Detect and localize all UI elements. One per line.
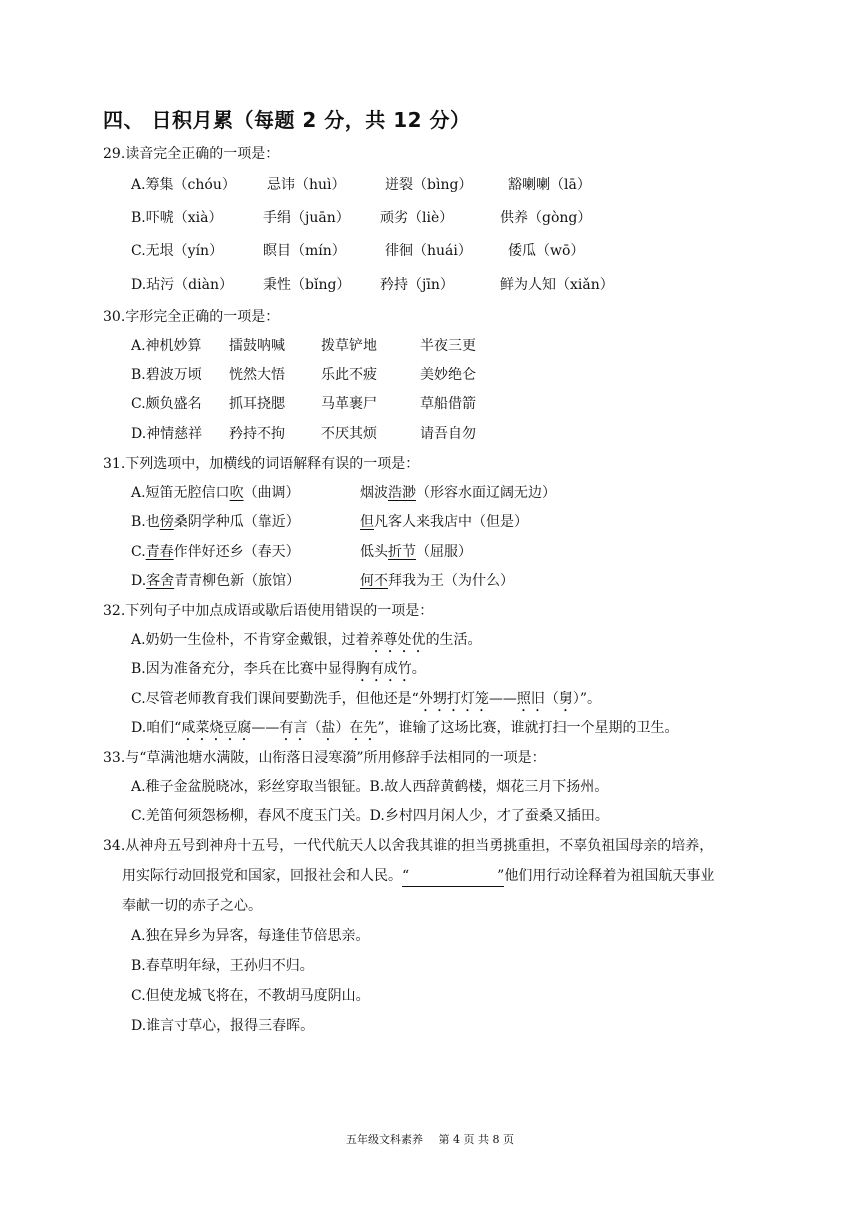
question-32-stem: 32.下列句子中加点成语或歇后语使用错误的一项是：: [103, 603, 434, 619]
q29-option-d-3: 矜持（jīn）: [380, 277, 454, 293]
q33-options-cd: C.羌笛何须怨杨柳，春风不度玉门关。D.乡村四月闲人少，才了蚕桑又插田。: [131, 808, 609, 824]
q31-option-d-right: 何不拜我为王（为什么）: [360, 573, 514, 589]
q34-option-b: B.春草明年绿，王孙归不归。: [131, 958, 314, 974]
q30-option-b-2: 恍然大悟: [229, 367, 285, 383]
dotted-idiom: 咸菜烧豆腐——有言（盐）在先: [181, 720, 378, 736]
underlined-word: 何不: [360, 573, 388, 589]
q32-option-d: D.咱们“咸菜烧豆腐——有言（盐）在先”，谁输了这场比赛，谁就打扫一个星期的卫生。: [131, 720, 679, 736]
q29-option-b-4: 供养（gòng）: [500, 210, 592, 226]
q32-option-a: A.奶奶一生俭朴，不肯穿金戴银，过着养尊处优的生活。: [131, 632, 482, 648]
question-29-stem: 29.读音完全正确的一项是：: [103, 146, 280, 162]
q29-option-b-1: B.吓唬（xià）: [131, 210, 223, 226]
q29-option-b-2: 手绢（juān）: [263, 210, 350, 226]
underlined-word: 浩渺: [388, 485, 416, 501]
q34-option-d: D.谁言寸草心，报得三春晖。: [131, 1018, 315, 1034]
q29-option-a-1: A.筹集（chóu）: [131, 177, 236, 193]
q29-option-c-4: 倭瓜（wō）: [508, 243, 585, 259]
q31-option-b-left: B.也傍桑阴学种瓜（靠近）: [131, 514, 300, 530]
underlined-word: 折节: [388, 544, 416, 560]
q30-option-c-4: 草船借箭: [420, 396, 476, 412]
underlined-word: 但: [360, 514, 374, 530]
question-34-stem-line2: 用实际行动回报党和国家，回报社会和人民。“ ”他们用行动诠释着为祖国航天事业: [122, 867, 714, 887]
q33-options-ab: A.稚子金盆脱晓冰，彩丝穿取当银钲。B.故人西辞黄鹤楼，烟花三月下扬州。: [131, 779, 609, 795]
q30-option-a-3: 拨草铲地: [321, 338, 377, 354]
footer-subject: 五年级文科素养: [346, 1133, 423, 1146]
q29-option-b-3: 顽劣（liè）: [380, 210, 454, 226]
q30-option-d-3: 不厌其烦: [321, 426, 377, 442]
q30-option-a-2: 擂鼓呐喊: [229, 338, 285, 354]
q29-option-d-2: 秉性（bǐng）: [263, 277, 351, 293]
question-31-stem: 31.下列选项中，加横线的词语解释有误的一项是：: [103, 456, 420, 472]
q31-option-d-left: D.客舍青青柳色新（旅馆）: [131, 573, 301, 589]
q29-option-d-1: D.玷污（diàn）: [131, 277, 233, 293]
q30-option-c-1: C.颇负盛名: [131, 396, 202, 412]
q30-option-b-4: 美妙绝仑: [420, 367, 476, 383]
q31-option-c-left: C.青春作伴好还乡（春天）: [131, 544, 300, 560]
footer-page-number: 第 4 页 共 8 页: [438, 1133, 514, 1146]
question-34-stem-line1: 34.从神舟五号到神舟十五号，一代代航天人以舍我其谁的担当勇挑重担，不辜负祖国母亲的培养，: [103, 838, 714, 854]
q30-option-d-1: D.神情慈祥: [131, 426, 203, 442]
q29-option-c-2: 瞑目（mín）: [263, 243, 346, 259]
q31-option-c-right: 低头折节（屈服）: [360, 544, 472, 560]
question-30-stem: 30.字形完全正确的一项是：: [103, 309, 280, 325]
q30-option-a-1: A.神机妙算: [131, 338, 202, 354]
q31-option-b-right: 但凡客人来我店中（但是）: [360, 514, 528, 530]
q30-option-d-4: 请吾自勿: [420, 426, 476, 442]
q29-option-a-3: 迸裂（bìng）: [385, 177, 473, 193]
question-33-stem: 33.与“草满池塘水满陂，山衔落日浸寒漪”所用修辞手法相同的一项是：: [103, 750, 546, 766]
page-footer: [0, 1131, 860, 1147]
q34-option-c: C.但使龙城飞将在，不教胡马度阴山。: [131, 988, 370, 1004]
q29-option-a-2: 忌讳（huì）: [267, 177, 346, 193]
underlined-word: 傍: [159, 514, 174, 530]
question-34-stem-line3: 奉献一切的赤子之心。: [122, 898, 262, 914]
underlined-word: 客舍: [146, 573, 175, 589]
answer-blank: “ ”: [402, 867, 504, 887]
q30-option-c-2: 抓耳挠腮: [229, 396, 285, 412]
q32-option-b: B.因为准备充分，李兵在比赛中显得胸有成竹。: [131, 661, 426, 677]
q31-option-a-left: A.短笛无腔信口吹（曲调）: [131, 485, 300, 501]
q29-option-d-4: 鲜为人知（xiǎn）: [500, 277, 614, 293]
section-title: 四、 日积月累（每题 2 分，共 12 分）: [103, 108, 471, 132]
q30-option-b-1: B.碧波万顷: [131, 367, 202, 383]
q30-option-a-4: 半夜三更: [420, 338, 476, 354]
q30-option-b-3: 乐此不疲: [321, 367, 377, 383]
dotted-idiom: 胸有成竹: [355, 661, 412, 677]
q29-option-a-4: 豁喇喇（lā）: [508, 177, 591, 193]
q34-option-a: A.独在异乡为异客，每逢佳节倍思亲。: [131, 928, 370, 944]
q31-option-a-right: 烟波浩渺（形容水面辽阔无边）: [360, 485, 556, 501]
q29-option-c-3: 徘徊（huái）: [385, 243, 472, 259]
q30-option-d-2: 矜持不拘: [229, 426, 285, 442]
underlined-word: 吹: [229, 485, 244, 501]
dotted-idiom: 外甥打灯笼——照旧（舅）: [418, 691, 580, 707]
dotted-idiom: 养尊处优: [369, 632, 426, 648]
underlined-word: 青春: [145, 544, 174, 560]
q32-option-c: C.尽管老师教育我们课间要勤洗手，但他还是“外甥打灯笼——照旧（舅）”。: [131, 691, 601, 707]
q29-option-c-1: C.无垠（yín）: [131, 243, 224, 259]
q30-option-c-3: 马革裹尸: [321, 396, 377, 412]
